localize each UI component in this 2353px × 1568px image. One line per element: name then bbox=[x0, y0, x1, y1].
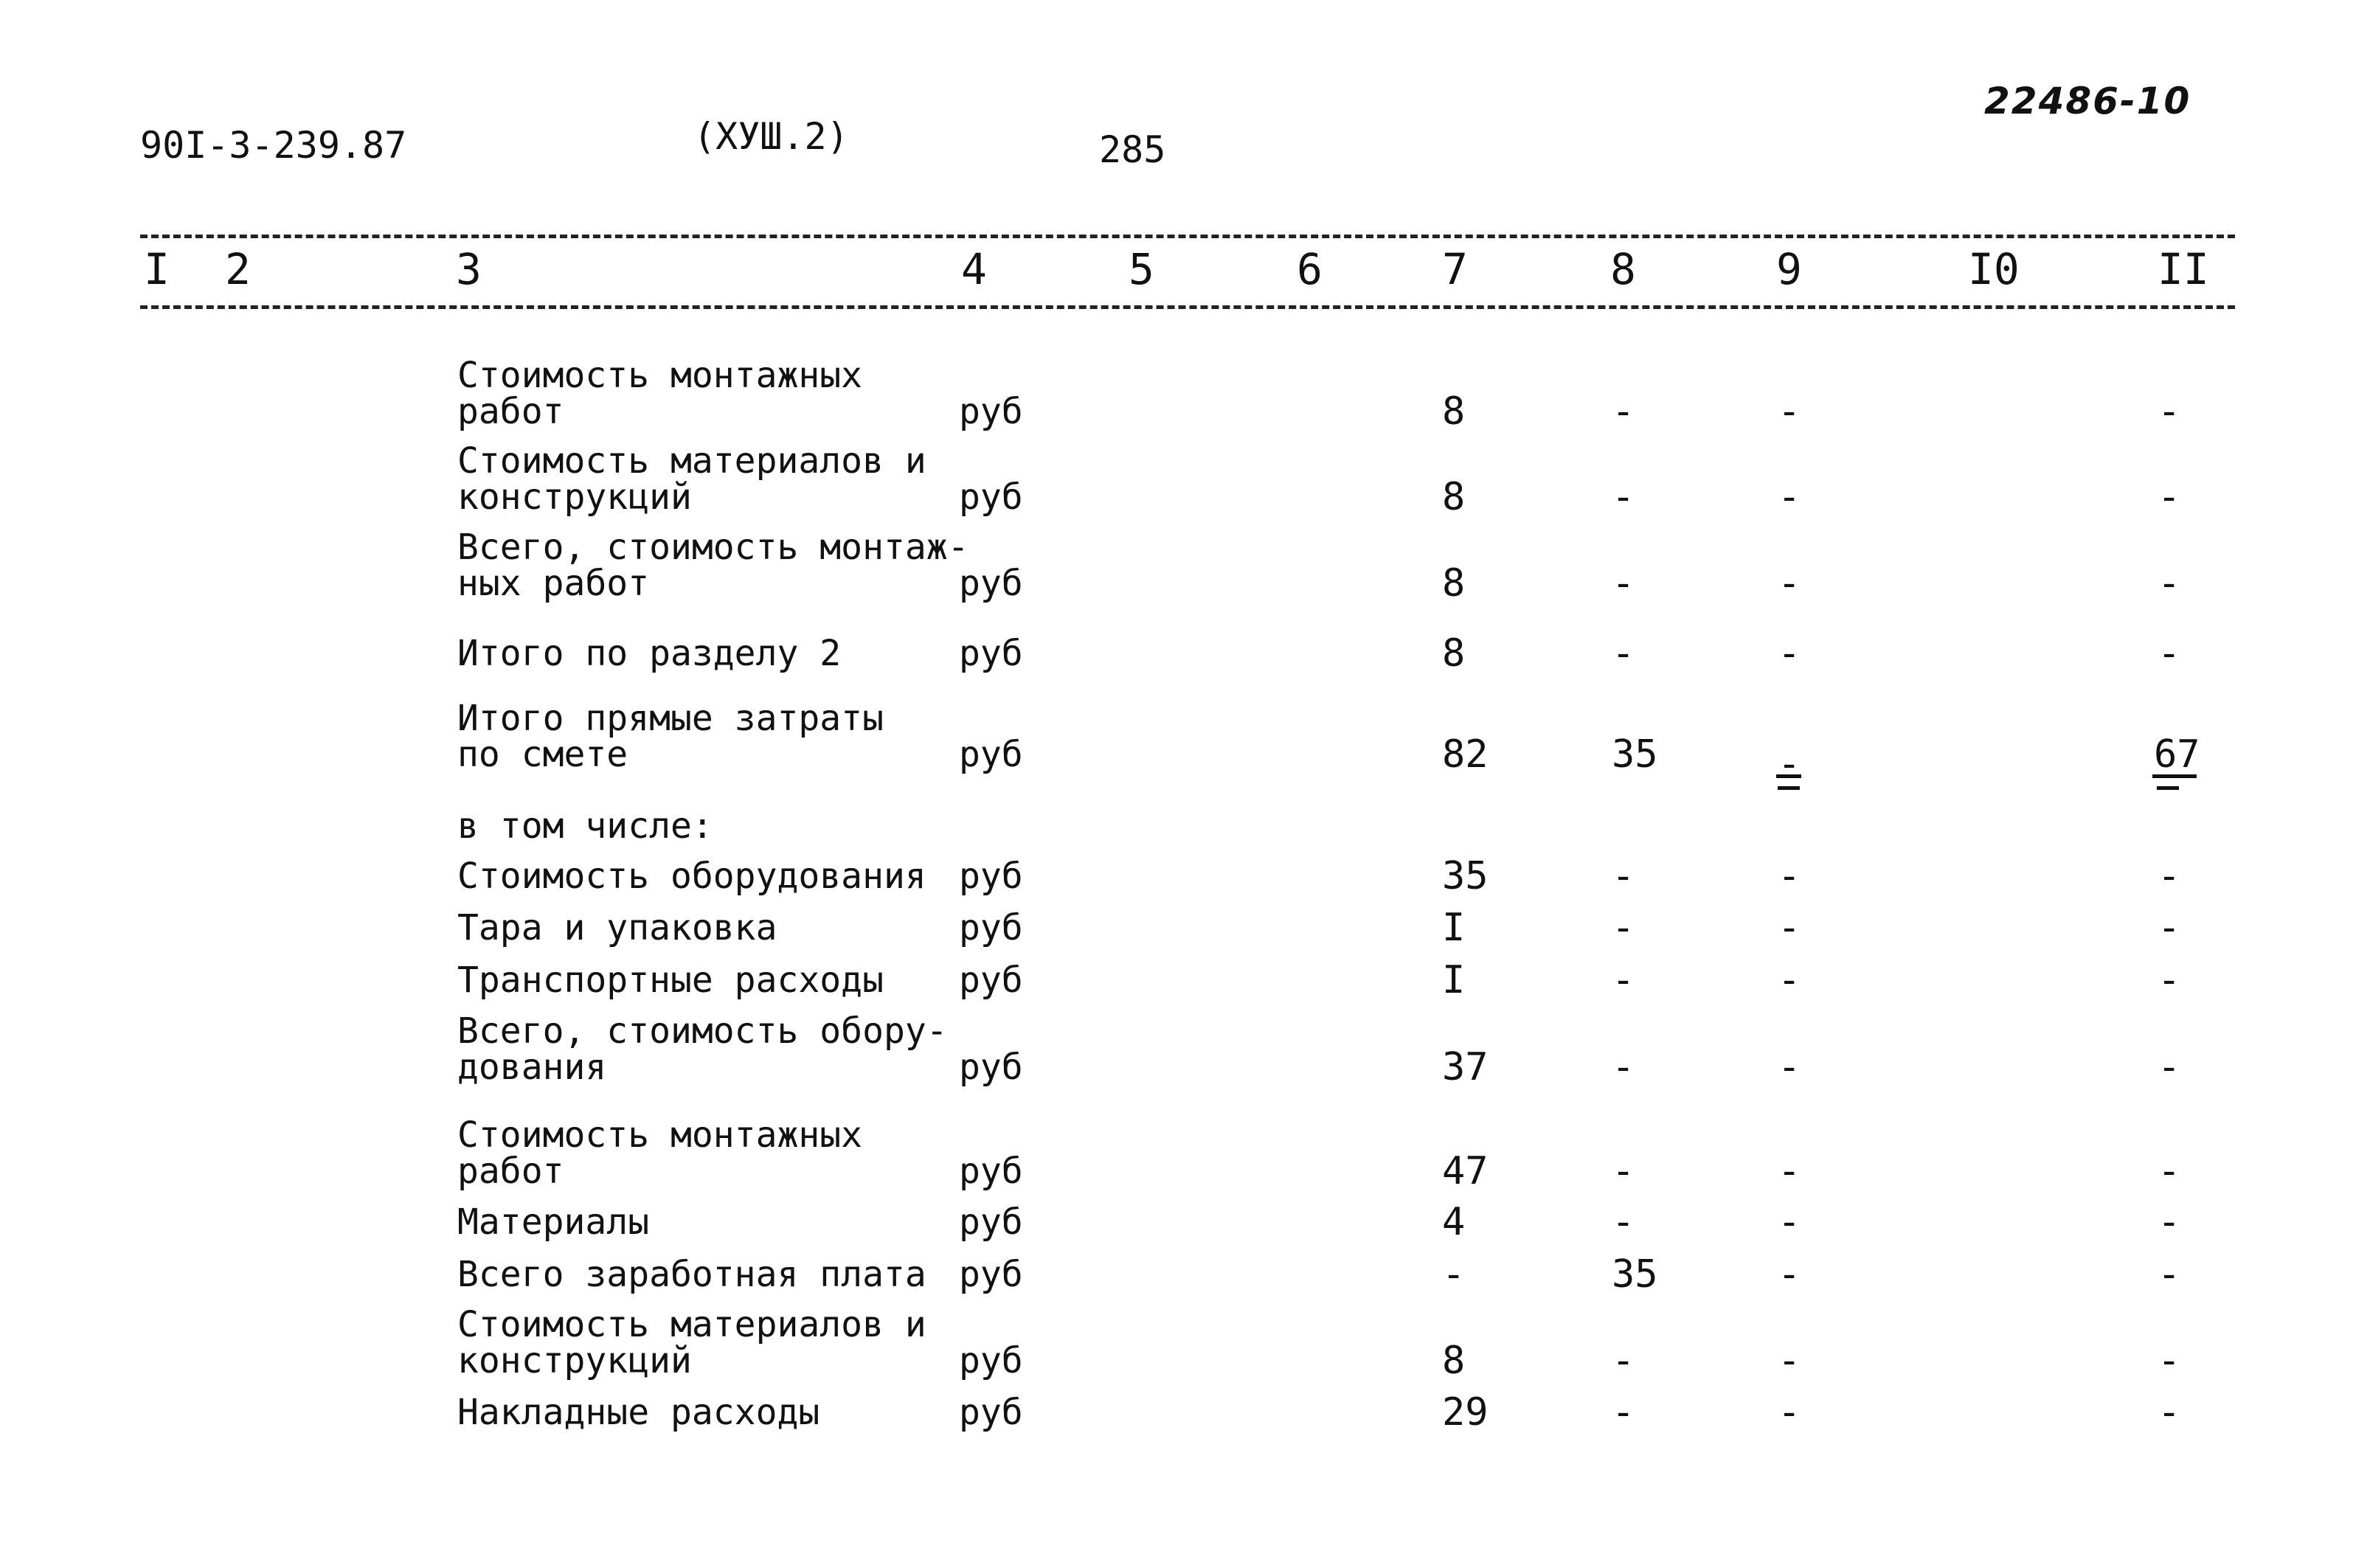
row-8-col-9: - bbox=[1778, 906, 1801, 950]
row-5-name-line-2: по смете bbox=[457, 734, 628, 775]
row-12-col-7: 4 bbox=[1442, 1200, 1466, 1244]
row-14-col-11: - bbox=[2158, 1339, 2181, 1383]
row-10-col-8: - bbox=[1612, 1045, 1635, 1089]
row-5-col-9: - bbox=[1778, 742, 1801, 786]
column-header-5: 5 bbox=[1129, 244, 1154, 294]
row-14-name-line-1: Стоимость материалов и bbox=[457, 1304, 926, 1345]
row-10-name-line-1: Всего, стоимость обору- bbox=[457, 1010, 948, 1052]
row-5-col-11-underline-2 bbox=[2157, 786, 2179, 790]
row-3-name-line-1: Всего, стоимость монтаж- bbox=[457, 527, 969, 568]
row-9-col-11: - bbox=[2158, 958, 2181, 1002]
row-12-name-line-1: Материалы bbox=[457, 1201, 650, 1243]
row-11-col-8: - bbox=[1612, 1149, 1635, 1193]
row-11-col-9: - bbox=[1778, 1149, 1801, 1193]
row-4-unit: руб bbox=[959, 633, 1023, 674]
row-1-name-line-2: работ bbox=[457, 391, 564, 432]
row-15-name-line-1: Накладные расходы bbox=[457, 1392, 820, 1433]
row-2-col-9: - bbox=[1778, 475, 1801, 519]
row-14-col-8: - bbox=[1612, 1339, 1635, 1383]
row-5-unit: руб bbox=[959, 734, 1023, 775]
row-4-name-line-1: Итого по разделу 2 bbox=[457, 633, 842, 674]
row-6-subheading: в том числе: bbox=[457, 805, 713, 847]
row-8-col-7: I bbox=[1442, 906, 1466, 950]
row-3-col-8: - bbox=[1612, 561, 1635, 606]
row-14-unit: руб bbox=[959, 1340, 1023, 1381]
row-7-col-8: - bbox=[1612, 854, 1635, 898]
row-9-col-7: I bbox=[1442, 958, 1466, 1002]
row-13-name-line-1: Всего заработная плата bbox=[457, 1254, 926, 1295]
row-5-col-8: 35 bbox=[1612, 732, 1658, 777]
row-4-col-8: - bbox=[1612, 631, 1635, 676]
row-8-unit: руб bbox=[959, 907, 1023, 948]
row-2-col-11: - bbox=[2158, 475, 2181, 519]
row-13-col-11: - bbox=[2158, 1252, 2181, 1297]
row-1-col-8: - bbox=[1612, 389, 1635, 434]
row-15-col-7: 29 bbox=[1442, 1390, 1489, 1435]
row-4-col-9: - bbox=[1778, 631, 1801, 676]
column-header-6: 6 bbox=[1297, 244, 1323, 294]
row-11-unit: руб bbox=[959, 1151, 1023, 1192]
row-14-col-7: 8 bbox=[1442, 1339, 1466, 1383]
row-7-col-9: - bbox=[1778, 854, 1801, 898]
row-8-col-11: - bbox=[2158, 906, 2181, 950]
row-9-col-8: - bbox=[1612, 958, 1635, 1002]
row-7-col-7: 35 bbox=[1442, 854, 1489, 898]
handwritten-archive-number: 22486-10 bbox=[1984, 80, 2191, 122]
row-1-col-11: - bbox=[2158, 389, 2181, 434]
row-3-col-7: 8 bbox=[1442, 561, 1466, 606]
row-3-col-11: - bbox=[2158, 561, 2181, 606]
row-7-unit: руб bbox=[959, 856, 1023, 897]
row-10-unit: руб bbox=[959, 1047, 1023, 1088]
row-3-col-9: - bbox=[1778, 561, 1801, 606]
row-3-name-line-2: ных работ bbox=[457, 563, 650, 604]
row-10-name-line-2: дования bbox=[457, 1047, 607, 1088]
row-12-col-8: - bbox=[1612, 1200, 1635, 1244]
row-11-col-7: 47 bbox=[1442, 1149, 1489, 1193]
row-1-col-9: - bbox=[1778, 389, 1801, 434]
row-2-col-8: - bbox=[1612, 475, 1635, 519]
column-header-2: 2 bbox=[225, 244, 251, 294]
row-10-col-7: 37 bbox=[1442, 1045, 1489, 1089]
row-15-col-11: - bbox=[2158, 1390, 2181, 1435]
column-header-4: 4 bbox=[961, 244, 987, 294]
document-code: 90I-3-239.87 bbox=[140, 124, 407, 167]
row-8-col-8: - bbox=[1612, 906, 1635, 950]
column-header-7: 7 bbox=[1442, 244, 1468, 294]
column-header-10: I0 bbox=[1968, 244, 2020, 294]
row-13-col-7: - bbox=[1442, 1252, 1466, 1297]
row-5-col-9-underline bbox=[1776, 774, 1801, 778]
column-header-11: II bbox=[2158, 244, 2209, 294]
column-header-3: 3 bbox=[456, 244, 482, 294]
row-4-col-7: 8 bbox=[1442, 631, 1466, 676]
row-2-col-7: 8 bbox=[1442, 475, 1466, 519]
row-10-col-9: - bbox=[1778, 1045, 1801, 1089]
row-3-unit: руб bbox=[959, 563, 1023, 604]
row-12-col-11: - bbox=[2158, 1200, 2181, 1244]
row-2-unit: руб bbox=[959, 476, 1023, 518]
row-12-unit: руб bbox=[959, 1201, 1023, 1243]
column-header-8: 8 bbox=[1610, 244, 1636, 294]
row-5-col-9-underline-2 bbox=[1778, 786, 1800, 790]
row-5-name-line-1: Итого прямые затраты bbox=[457, 698, 884, 739]
row-11-name-line-2: работ bbox=[457, 1151, 564, 1192]
row-5-col-7: 82 bbox=[1442, 732, 1489, 777]
row-9-unit: руб bbox=[959, 960, 1023, 1001]
row-14-col-9: - bbox=[1778, 1339, 1801, 1383]
row-13-col-9: - bbox=[1778, 1252, 1801, 1297]
row-13-unit: руб bbox=[959, 1254, 1023, 1295]
row-15-col-9: - bbox=[1778, 1390, 1801, 1435]
row-15-col-8: - bbox=[1612, 1390, 1635, 1435]
row-11-name-line-1: Стоимость монтажных bbox=[457, 1114, 863, 1156]
row-1-name-line-1: Стоимость монтажных bbox=[457, 355, 863, 396]
page-number: 285 bbox=[1099, 128, 1166, 171]
row-9-name-line-1: Транспортные расходы bbox=[457, 960, 884, 1001]
row-5-col-11-underline bbox=[2152, 774, 2197, 778]
row-4-col-11: - bbox=[2158, 631, 2181, 676]
row-7-name-line-1: Стоимость оборудования bbox=[457, 856, 926, 897]
row-2-name-line-2: конструкций bbox=[457, 476, 692, 518]
row-13-col-8: 35 bbox=[1612, 1252, 1658, 1297]
row-9-col-9: - bbox=[1778, 958, 1801, 1002]
row-15-unit: руб bbox=[959, 1392, 1023, 1433]
row-1-col-7: 8 bbox=[1442, 389, 1466, 434]
row-2-name-line-1: Стоимость материалов и bbox=[457, 440, 926, 482]
header-rule-top bbox=[140, 235, 2235, 238]
row-12-col-9: - bbox=[1778, 1200, 1801, 1244]
header-rule-bottom bbox=[140, 305, 2235, 309]
row-14-name-line-2: конструкций bbox=[457, 1340, 692, 1381]
row-1-unit: руб bbox=[959, 391, 1023, 432]
column-header-9: 9 bbox=[1776, 244, 1802, 294]
row-7-col-11: - bbox=[2158, 854, 2181, 898]
column-header-1: I bbox=[144, 244, 170, 294]
row-11-col-11: - bbox=[2158, 1149, 2181, 1193]
row-5-col-11: 67 bbox=[2154, 732, 2200, 777]
row-8-name-line-1: Тара и упаковка bbox=[457, 907, 777, 948]
section-number: (ХУШ.2) bbox=[693, 115, 849, 158]
row-10-col-11: - bbox=[2158, 1045, 2181, 1089]
